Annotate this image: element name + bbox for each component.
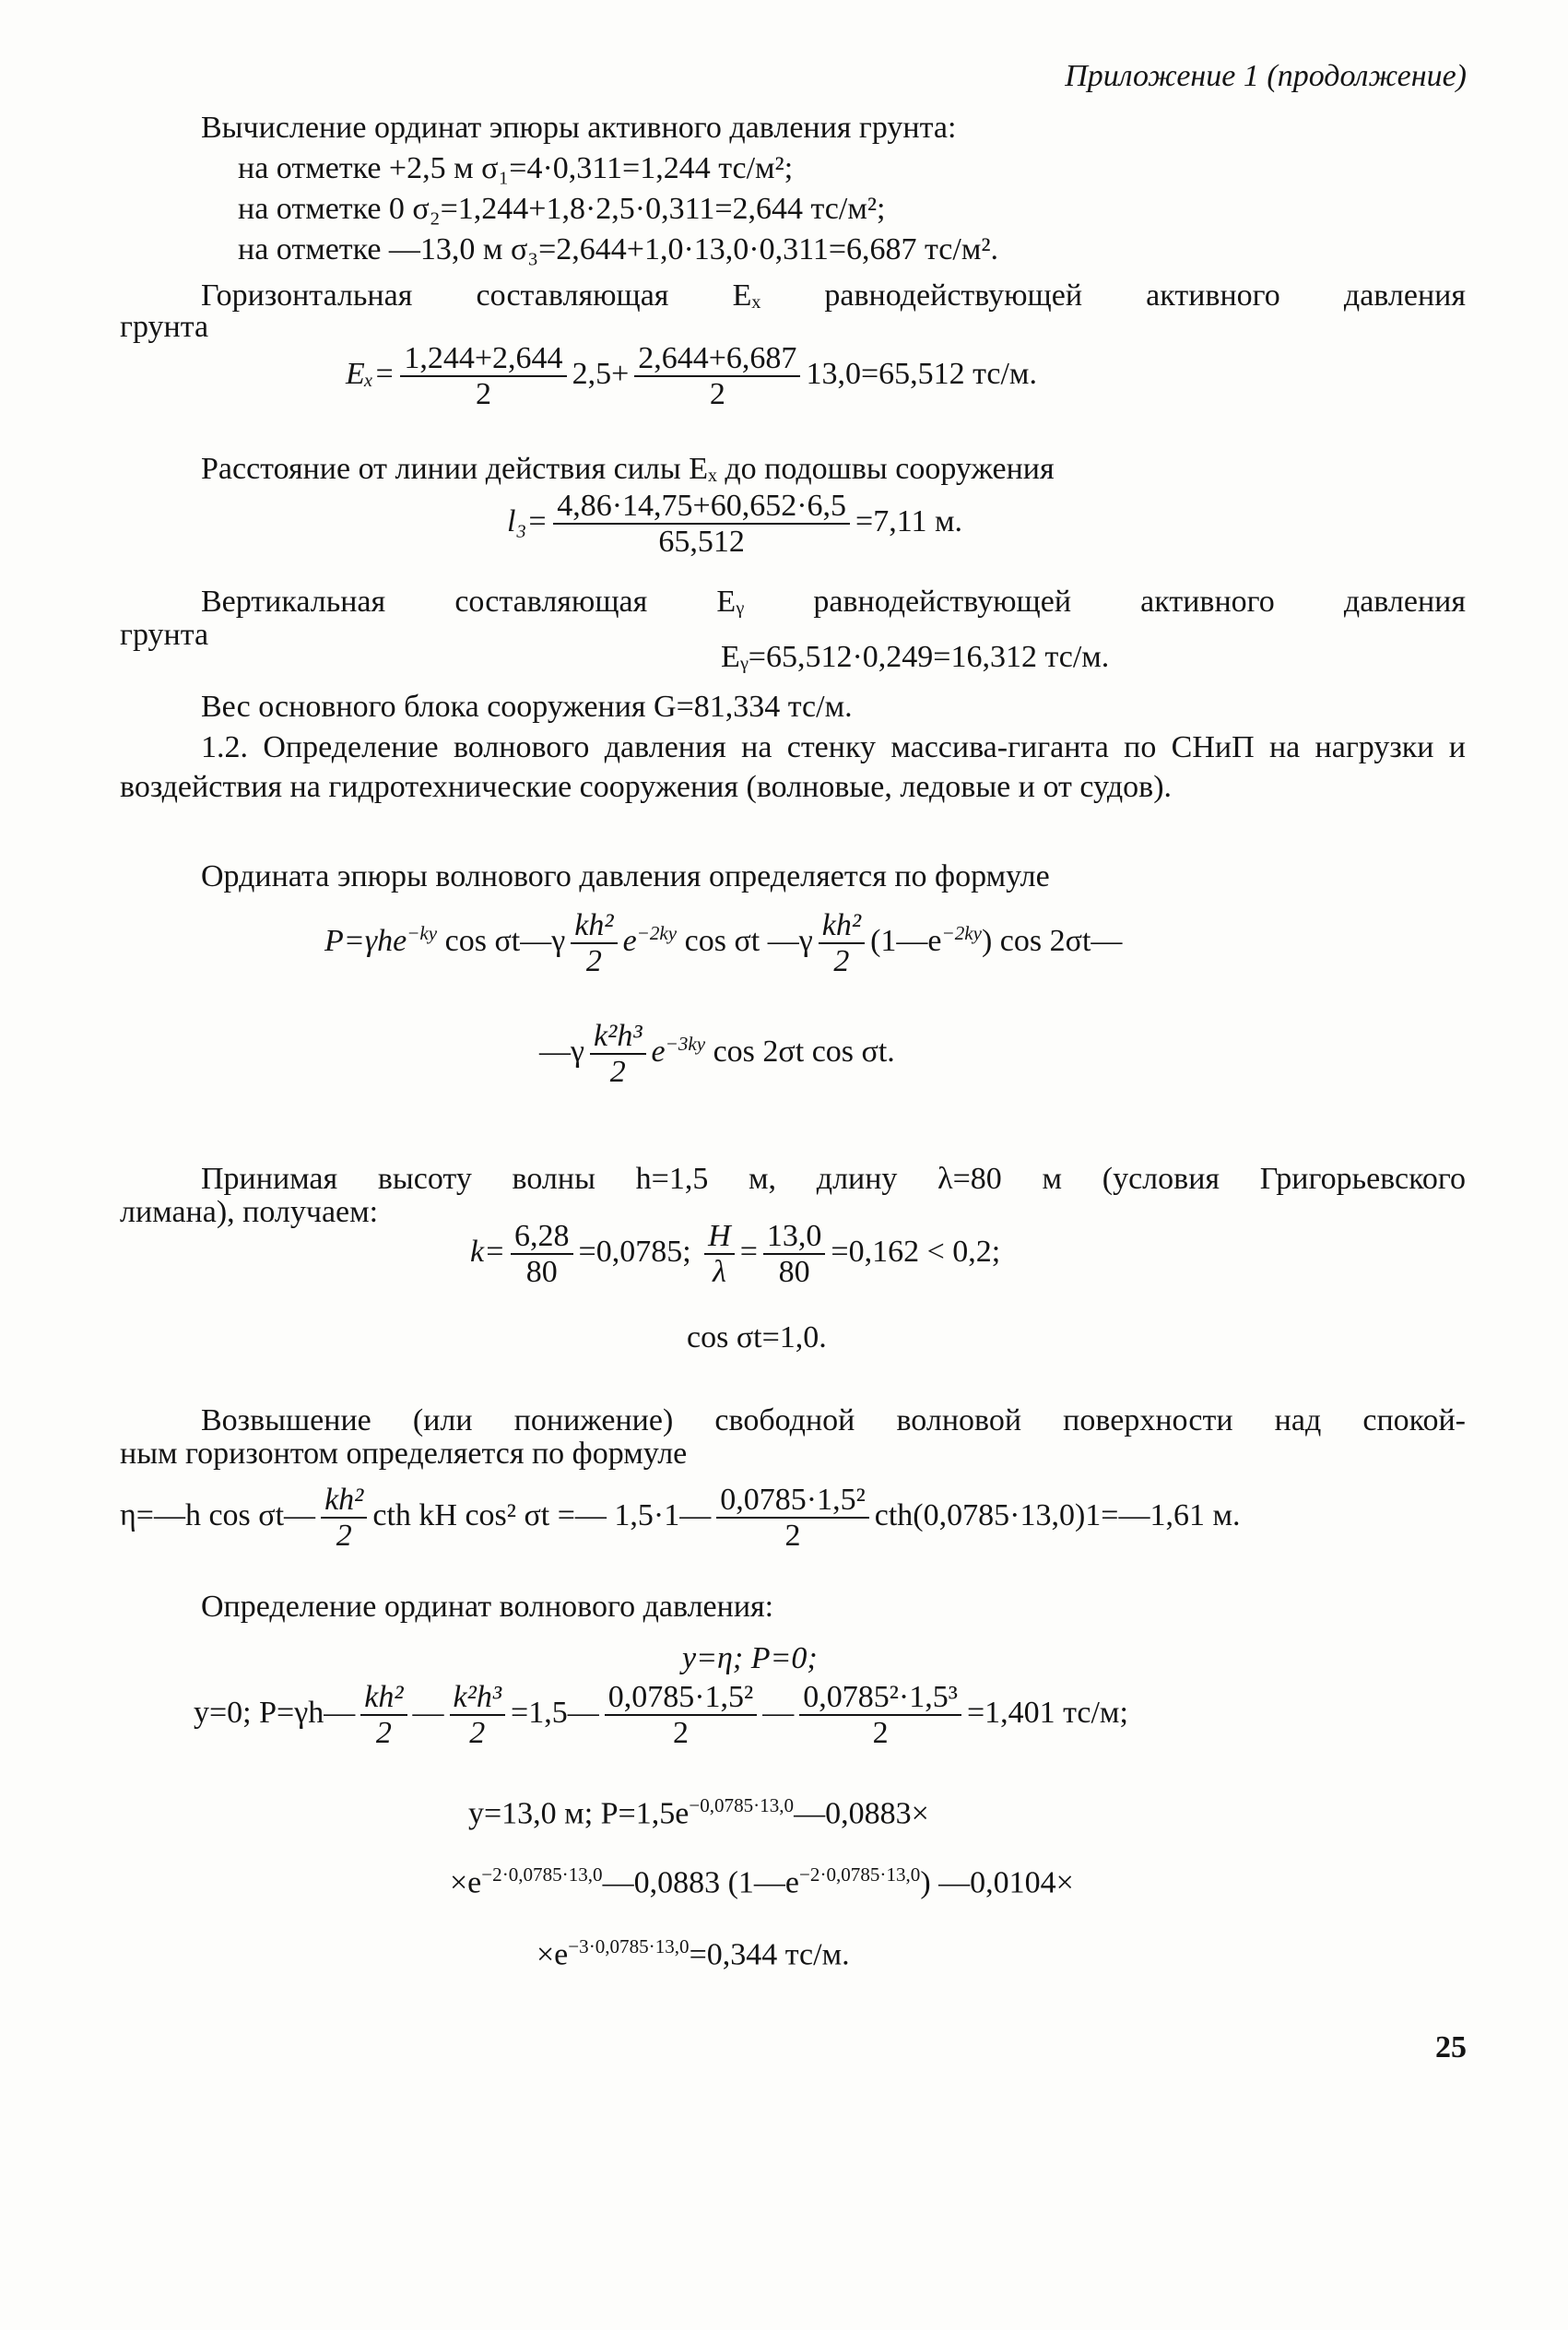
mark-line-2: на отметке 0 σ₂=1,244+1,8·2,5·0,311=2,644 тс/м²; [238,192,886,226]
l3-fraction: $\frac{4,86\cdot 14,75+60,652\cdot 6,5}{65,512}$ [553,489,850,560]
ey-formula: Eᵧ=65,512·0,249=16,312 тс/м. [721,640,1110,674]
pressure-formula-line1: P=γhe$^{-ky}$ cos σt—γ $\frac{\text{kh²}}{2}$ $e^{-2ky}$ cos σt —γ $\frac{\text{kh²}}{2}$ $(1—e^{-2ky})$ cos 2σt— [324,908,1123,979]
eta-formula: η=—h cos σt— $\frac{\text{kh²}}{2}$ cth kH cos² σt =— 1,5·1— $\frac{\text{0,0785·1,5²}}{2}$ cth(0,0785·13,0)1=—1,61 м. [120,1483,1241,1554]
k-formula: k= $\frac{6,28}{80}$ =0,0785; $\frac{H}{\lambda}$ = $\frac{13,0}{80}$ =0,162 < 0,2; [470,1219,1001,1290]
y13-formula-line1: y=13,0 м; $P=1,5e^{-0,0785\cdot 13,0}—0,0883\times$ [468,1794,929,1831]
mark-line-1: на отметке +2,5 м σ₁=4·0,311=1,244 тс/м²; [238,151,794,185]
rise-text-line2: ным горизонтом определяется по формуле [120,1437,688,1471]
ey-text-line2: грунта [120,618,209,652]
pressure-formula-line2: —γ $\frac{\text{k²h³}}{2}$ $e^{-3ky}$ cos 2σt cos σt. [539,1019,895,1090]
ex-text-line2: грунта [120,310,209,344]
y0-formula: y=0; P=γh— $\frac{\text{kh²}}{2}$ — $\frac{\text{k²h³}}{2}$ =1,5— $\frac{\text{0,0785·1,5²}}{2}$ — $\frac{\text{0,0785²·1,5³}}{2}$ =1,401 тс/м; [194,1680,1128,1751]
ex-fraction-1: $\frac{1,244+2,644}{2}$ [400,341,566,412]
calc-intro: Вычисление ординат эпюры активного давления грунта: [201,111,957,145]
mark-line-3: на отметке —13,0 м σ₃=2,644+1,0·13,0·0,311=6,687 тс/м². [238,232,999,266]
y13-formula-line3: $\times e^{-3\cdot 0,0785\cdot 13,0}=0,344$ тс/м. [536,1935,850,1972]
ex-formula: Eₓ= $\frac{1,244+2,644}{2}$ 2,5+ $\frac{2,644+6,687}{2}$ 13,0=65,512 тс/м. [346,341,1037,412]
cos-formula: cos σt=1,0. [687,1320,827,1354]
distance-text: Расстояние от линии действия силы Eₓ до подошвы сооружения [201,452,1055,486]
l3-formula: l₃= $\frac{4,86\cdot 14,75+60,652\cdot 6,5}{65,512}$ =7,11 м. [507,489,962,560]
ey-text-line1: Вертикальная составляющая Eᵧ равнодействующей активного давления [201,585,1466,619]
ordinate-text: Ордината эпюры волнового давления определяется по формуле [201,859,1050,893]
ex-fraction-2: $\frac{2,644+6,687}{2}$ [634,341,800,412]
running-header: Приложение 1 (продолжение) [1065,59,1467,93]
y-eta-line: y=η; P=0; [682,1641,818,1675]
y13-formula-line2: $\times e^{-2\cdot 0,0785\cdot 13,0}—0,0883$ $(1—e^{-2\cdot 0,0785\cdot 13,0})$ —0,0104× [450,1863,1074,1900]
wave-text-line2: лимана), получаем: [120,1195,379,1229]
ordinates-text: Определение ординат волнового давления: [201,1590,774,1624]
ex-text-line1: Горизонтальная составляющая Eₓ равнодействующей активного давления [201,278,1466,313]
weight-text: Вес основного блока сооружения G=81,334 тс/м. [201,690,853,724]
page-number: 25 [1435,2030,1467,2064]
section-1-2: 1.2. Определение волнового давления на стенку массива-гиганта по СНиП на нагрузки и воздействия на гидротехнические сооружения (волновые, ледовые и от судов). [120,730,1466,804]
rise-text-line1: Возвышение (или понижение) свободной волновой поверхности над спокой- [201,1403,1466,1437]
wave-text-line1: Принимая высоту волны h=1,5 м, длину λ=80 м (условия Григорьевского [201,1162,1466,1196]
